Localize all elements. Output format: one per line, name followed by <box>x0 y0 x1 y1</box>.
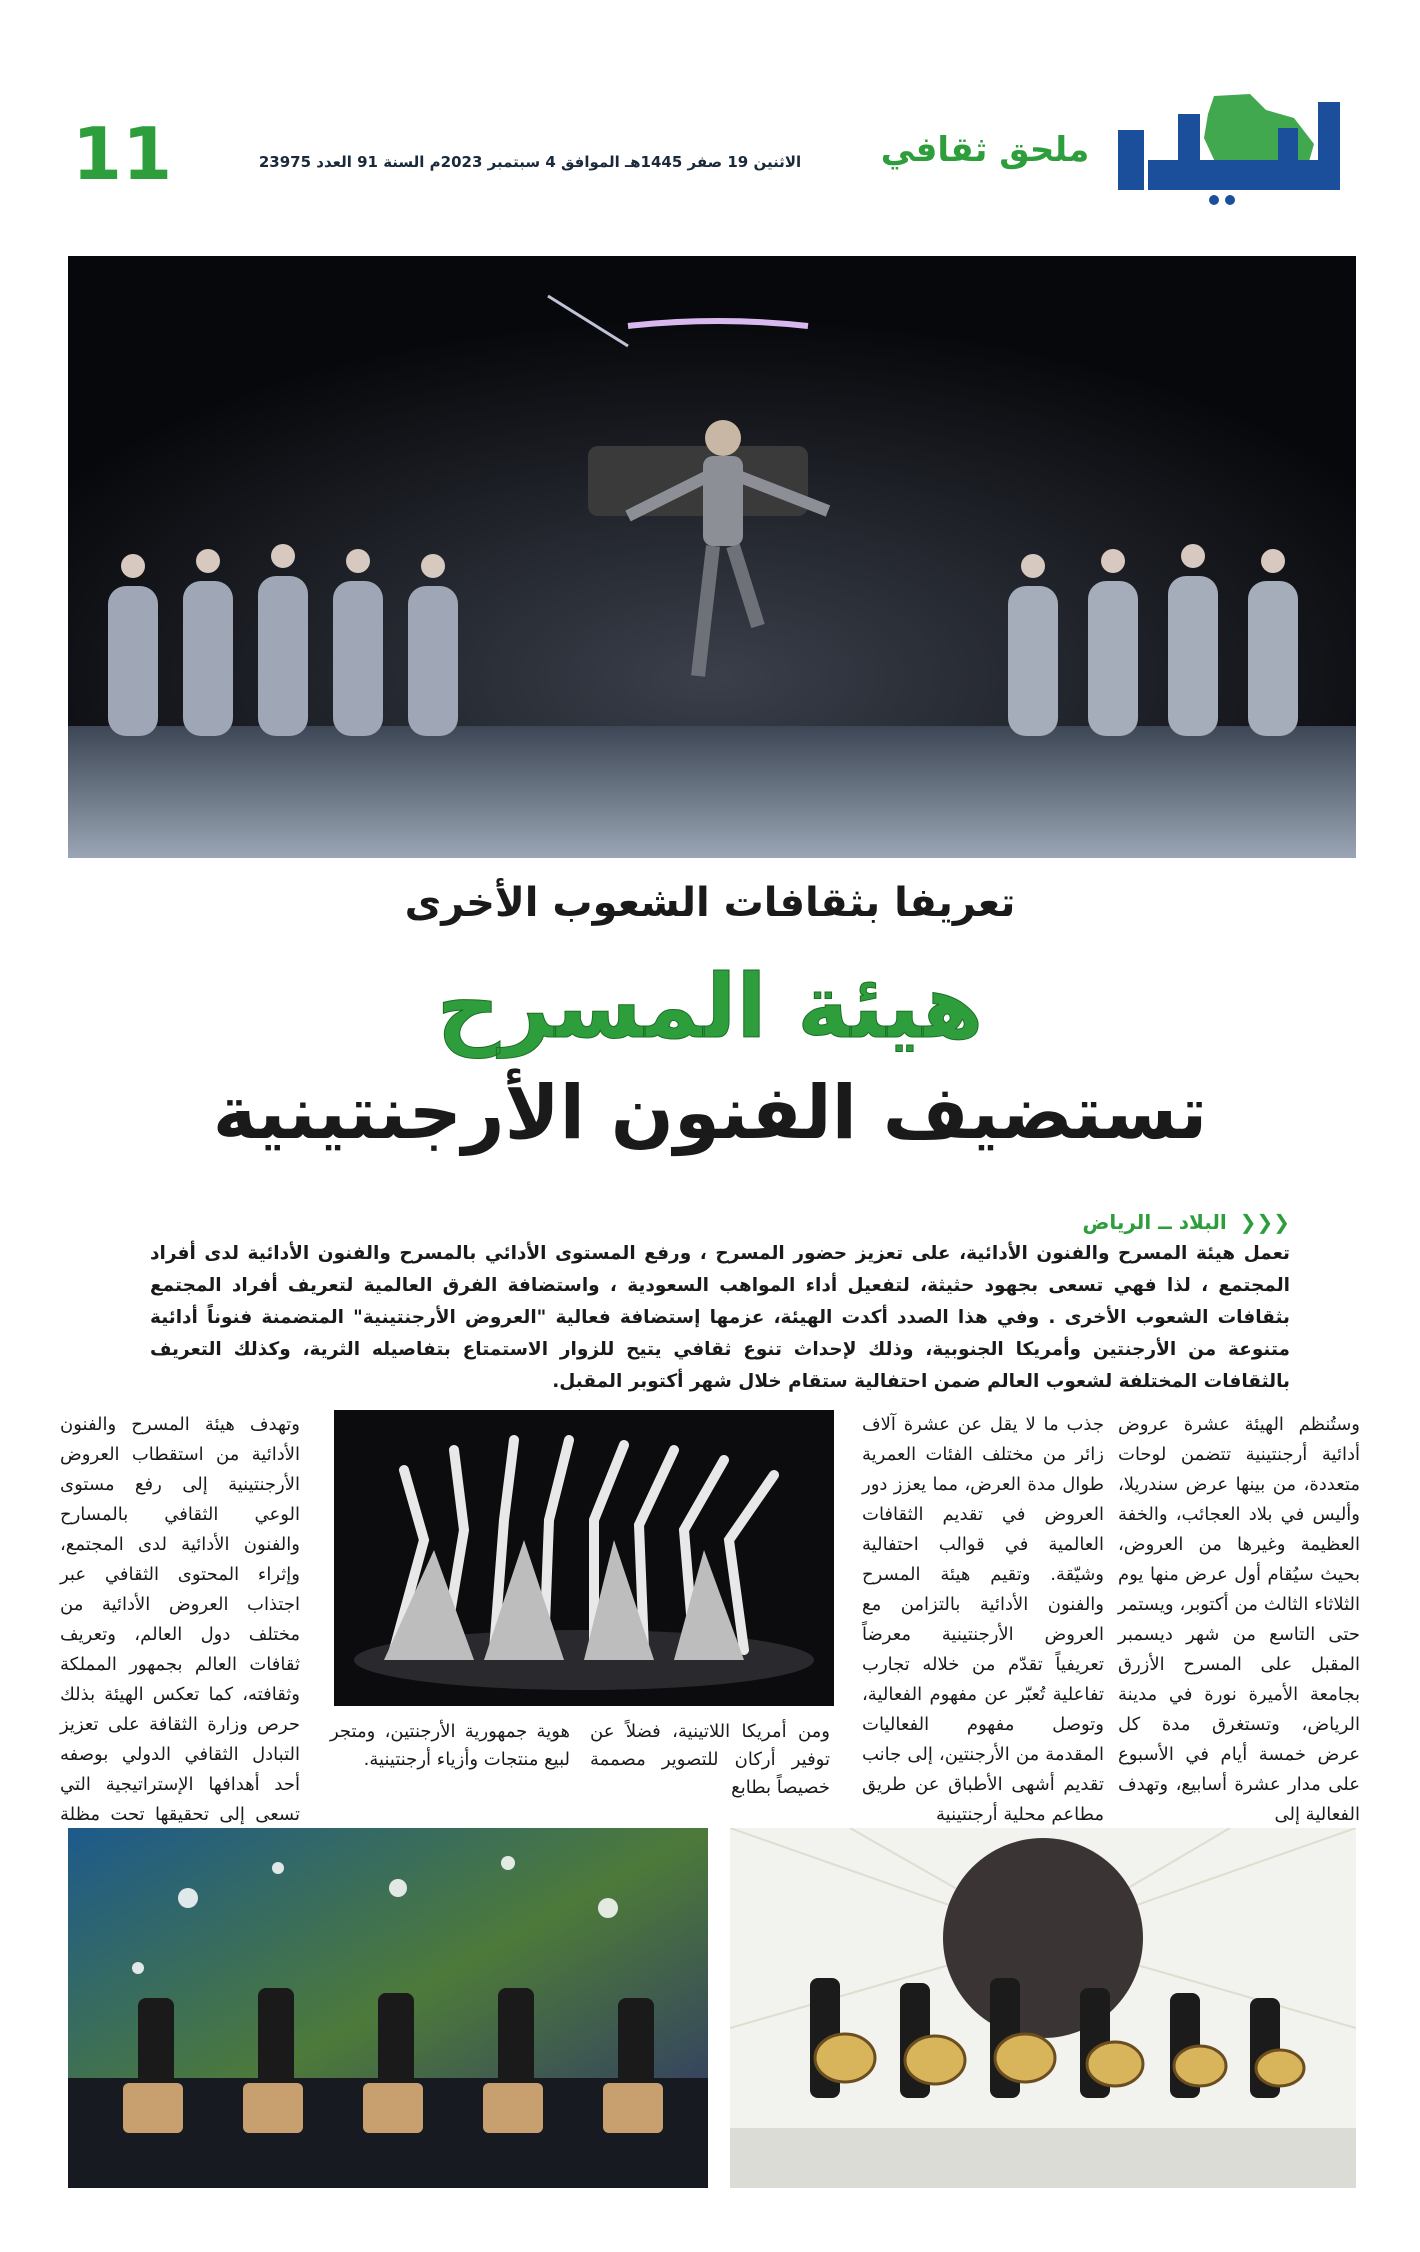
photo-caption-right: ومن أمريكا اللاتينية، فضلاً عن توفير أركان للتصوير مصممة خصيصاً بطابع <box>590 1721 830 1798</box>
article-headline: هيئة المسرح <box>436 955 984 1058</box>
dance-troupe-photo <box>334 1410 834 1706</box>
newspaper-logo <box>1118 88 1358 206</box>
byline-text: البلاد ــ الرياض <box>1082 1210 1227 1234</box>
article-byline <box>1000 1210 1290 1234</box>
drummers-concert-photo <box>68 1828 708 2188</box>
chevrons-icon: ❮❮❮ <box>1239 1210 1290 1234</box>
supplement-label: ملحق ثقافي <box>880 130 1090 170</box>
article-column-1: وستُنظم الهيئة عشرة عروض أدائية أرجنتينية تتضمن لوحات متعددة، من بينها عرض سندريلا، وأليس في بلاد العجائب، والخفة العظيمة وغيرها من العروض، بحيث سيُقام أول عرض منها يوم الثلاثاء الثالث من أكتوبر، ويستمر حتى التاسع من شهر ديسمبر المقبل على المسرح الأزرق بجامعة الأميرة نورة في مدينة الرياض، وتستغرق مدة كل عرض خمسة أيام في الأسبوع على مدار عشرة أسابيع، وتهدف الفعالية إلى <box>1118 1414 1360 1825</box>
article-subhead: تستضيف الفنون الأرجنتينية <box>212 1070 1208 1156</box>
article-intro: تعمل هيئة المسرح والفنون الأدائية، على تعزيز حضور المسرح ، ورفع المستوى الأدائي بالمسرح والفنون الأدائية لدى أفراد المجتمع ، لذا فهي تسعى بجهود حثيثة، لتفعيل أداء المواهب السعودية ، واستضافة الفرق العالمية لتعريف أفراد المجتمع بثقافات الشعوب الأخرى . وفي هذا الصدد أكدت الهيئة، عزمها إستضافة فعالية "العروض الأرجنتينية" المتضمنة فنوناً أدائية متنوعة من الأرجنتين وأمريكا الجنوبية، وذلك لإحداث تنوع ثقافي يتيح للزوار الاستمتاع بتفاصيله الثرية، وكذلك التعريف بالثقافات المختلفة لشعوب العالم ضمن احتفالية ستقام خلال شهر أكتوبر المقبل. <box>150 1243 1290 1392</box>
issue-dateline: الاثنين 19 صفر 1445هـ الموافق 4 سبتمبر 2023م السنة 91 العدد 23975 <box>258 153 802 171</box>
page-number: 11 <box>72 112 173 196</box>
article-column-2: جذب ما لا يقل عن عشرة آلاف زائر من مختلف الفئات العمرية طوال مدة العرض، مما يعزز دور العروض في تقديم الثقافات العالمية في قوالب احتفالية وشيّقة. وتقيم هيئة المسرح والفنون الأدائية بالتزامن مع العروض الأرجنتينية معرضاً تعريفياً تقدّم من خلاله تجارب تفاعلية تُعبّر عن مفهوم الفعالية، وتوصل مفهوم الفعاليات المقدمة من الأرجنتين، إلى جانب تقديم أشهى الأطباق عن طريق مطاعم محلية أرجنتينية <box>862 1414 1104 1825</box>
stage-dance-photo <box>68 256 1356 858</box>
bombo-drummers-photo <box>730 1828 1356 2188</box>
article-column-3: وتهدف هيئة المسرح والفنون الأدائية من استقطاب العروض الأرجنتينية إلى رفع مستوى الوعي الثقافي بالمسارح والفنون الأدائية لدى المجتمع، وإثراء المحتوى الثقافي عبر اجتذاب العروض الأدائية من مختلف دول العالم، وتعريف ثقافات العالم بجمهور المملكة وثقافته، كما تعكس الهيئة بذلك حرص وزارة الثقافة على تعزيز التبادل الثقافي الدولي بوصفه أحد أهدافها الإستراتيجية التي تسعى إلى تحقيقها تحت مظلة <box>60 1414 300 1825</box>
photo-caption-left: هوية جمهورية الأرجنتين، ومتجر لبيع منتجات وأزياء أرجنتينية. <box>330 1721 570 1770</box>
article-kicker: تعريفا بثقافات الشعوب الأخرى <box>404 880 1016 926</box>
